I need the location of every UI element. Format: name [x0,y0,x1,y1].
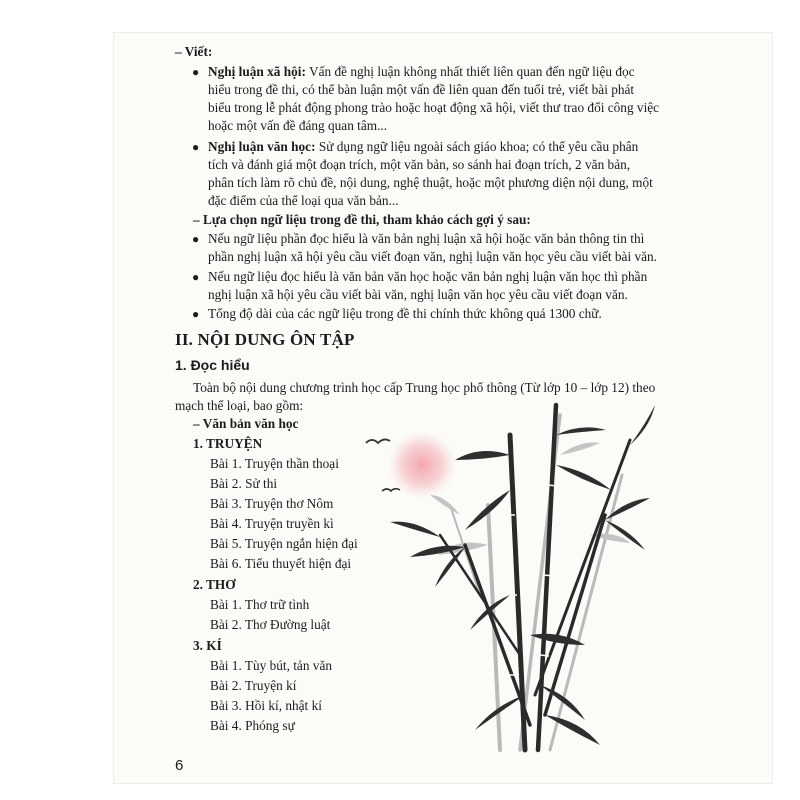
reading-intro-line2: mạch thể loại, bao gồm: [175,398,304,413]
select-heading: – Lựa chọn ngữ liệu trong đề thi, tham khảo cách gợi ý sau: [193,212,531,227]
genre-story-title: 1. TRUYỆN [193,436,263,451]
write-item1-line2: hiểu trong đề thi, có thể bàn luận một vấn đề liên quan đến tuổi trẻ, viết bài phát [208,82,635,97]
bullet-icon: ● [192,140,200,154]
lesson-item: Bài 3. Truyện thơ Nôm [210,496,334,511]
select-item1-line1: Nếu ngữ liệu phần đọc hiểu là văn bản nghị luận xã hội hoặc văn bản thông tin thì [208,231,645,246]
write-item2-line3: phân tích làm rõ chủ đề, nội dung, nghệ thuật, hoặc một phương diện nội dung, một [208,175,653,190]
genre-poetry-title: 2. THƠ [193,577,236,592]
lesson-item: Bài 1. Tùy bút, tản văn [210,658,332,673]
write-item2-line1: Nghị luận văn học: Sử dụng ngữ liệu ngoài sách giáo khoa; có thể yêu cầu phân [208,139,639,154]
write-item1-line4: hoặc một vấn đề đáng quan tâm... [208,118,388,133]
lesson-item: Bài 4. Phóng sự [210,718,295,733]
write-item2-line2: tích và đánh giá một đoạn trích, một văn bản, so sánh hai đoạn trích, 2 văn bản, [208,157,631,172]
bamboo-ink-illustration [360,395,660,755]
bullet-icon: ● [192,232,200,246]
write-item2-line4: đặc điểm của thể loại qua văn bản... [208,193,399,208]
lesson-item: Bài 1. Thơ trữ tình [210,597,310,612]
page-number: 6 [175,757,184,774]
lesson-item: Bài 3. Hồi kí, nhật kí [210,698,322,713]
lesson-item: Bài 2. Sử thi [210,476,278,491]
bird-icon [366,439,390,443]
lesson-item: Bài 4. Truyện truyền kì [210,516,334,531]
bird-icon [382,489,400,491]
write-heading: – Viết: [175,44,213,59]
lesson-item: Bài 5. Truyện ngắn hiện đại [210,536,358,551]
select-item2-line1: Nếu ngữ liệu đọc hiểu là văn bản văn học hoặc văn bản nghị luận văn học thì phần [208,269,648,284]
genre-memoir-title: 3. KÍ [193,638,222,653]
select-item1-line2: phần nghị luận xã hội yêu cầu viết đoạn văn, nghị luận văn học yêu cầu viết bài văn. [208,249,658,264]
lesson-item: Bài 1. Truyện thần thoại [210,456,339,471]
select-item2-line2: nghị luận xã hội yêu cầu viết bài văn, nghị luận văn học yêu cầu viết đoạn văn. [208,287,628,302]
reading-subtitle: 1. Đọc hiểu [175,357,250,373]
bullet-icon: ● [192,65,200,79]
write-item1-line1: Nghị luận xã hội: Vấn đề nghị luận không nhất thiết liên quan đến ngữ liệu đọc [208,64,635,79]
lesson-item: Bài 2. Truyện kí [210,678,297,693]
select-item3-line1: Tổng độ dài của các ngữ liệu trong đề thi chính thức không quá 1300 chữ. [208,306,602,321]
write-item1-line3: biểu trong lễ phát động phong trào hoặc hoạt động xã hội, viết thư trao đổi công việc [208,100,660,115]
section-two-title: II. NỘI DUNG ÔN TẬP [175,330,355,349]
bullet-icon: ● [192,270,200,284]
literary-text-heading: – Văn bản văn học [193,416,299,431]
bullet-icon: ● [192,307,200,321]
lesson-item: Bài 2. Thơ Đường luật [210,617,331,632]
lesson-item: Bài 6. Tiểu thuyết hiện đại [210,556,352,571]
reading-intro-line1: Toàn bộ nội dung chương trình học cấp Trung học phổ thông (Từ lớp 10 – lớp 12) theo [193,380,656,395]
